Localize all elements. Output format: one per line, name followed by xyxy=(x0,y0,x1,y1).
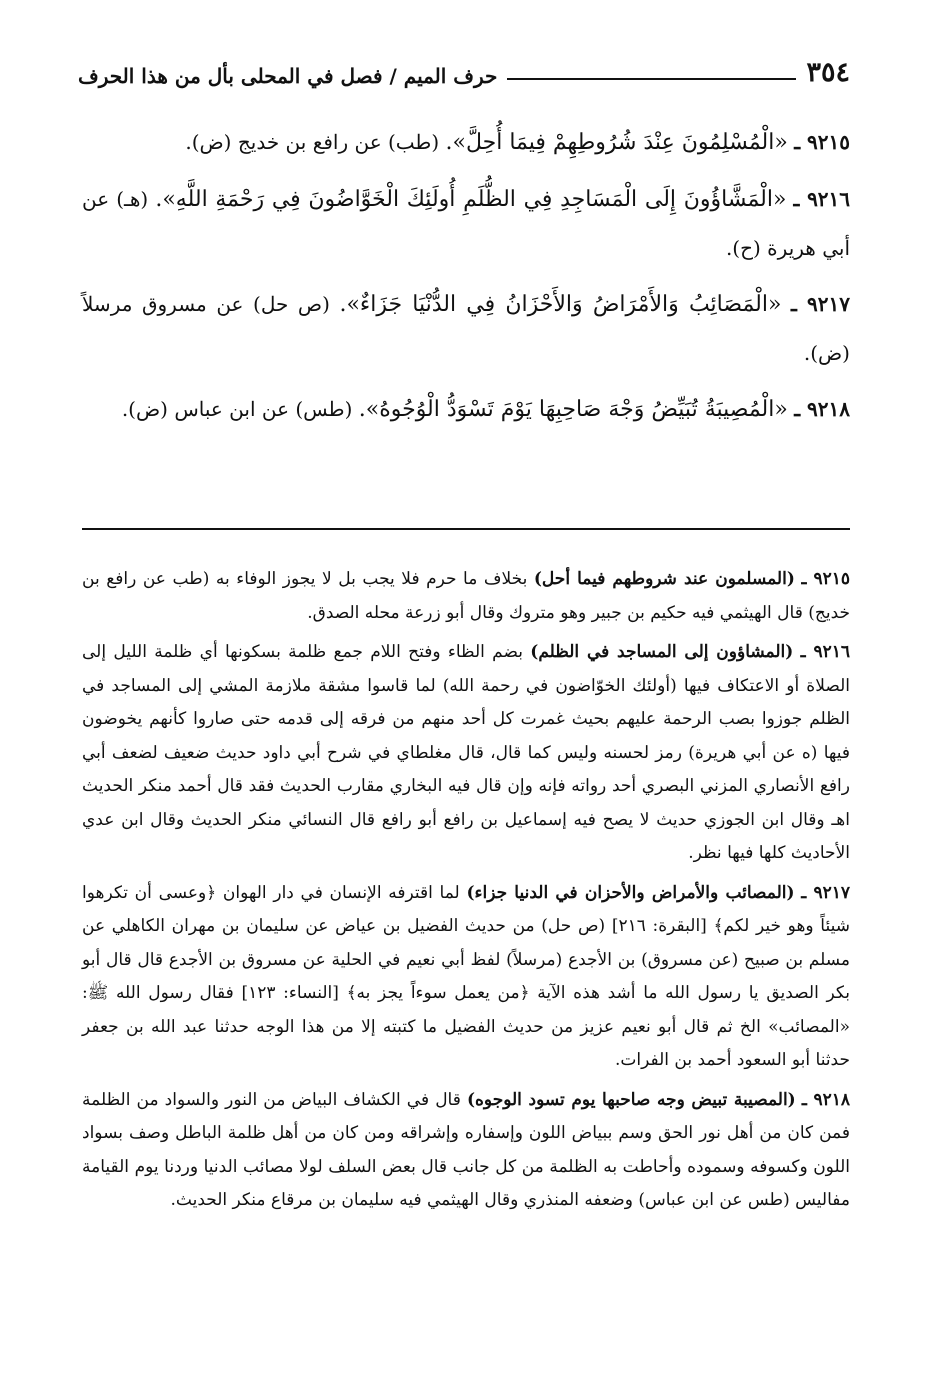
commentary-paragraph xyxy=(82,877,850,1078)
commentary-lead: (المسلمون عند شروطهم فيما أحل) xyxy=(533,569,795,589)
running-title: حرف الميم / فصل في المحلى بأل من هذا الحرف xyxy=(78,64,498,88)
page-number: ٣٥٤ xyxy=(806,57,850,88)
commentary-lead: (المصائب والأمراض والأحزان في الدنيا جزاء) xyxy=(466,882,795,903)
hadith-entry xyxy=(82,118,850,167)
commentary-lead: (المشاؤون إلى المساجد في الظلم) xyxy=(530,642,794,662)
commentary-number: ٩٢١٥ ـ xyxy=(801,569,850,589)
hadith-text: «الْمُصِيبَةُ تُبَيِّضُ وَجْهَ صَاحِبِهَا يَوْمَ تَسْوَدُّ الْوُجُوهُ». xyxy=(358,397,788,422)
commentary-number: ٩٢١٦ ـ xyxy=(800,642,850,662)
commentary-text: بخلاف ما حرم فلا يجب بل لا يجوز الوفاء به (طب عن رافع بن خديج) قال الهيثمي فيه حكيم بن جبير وهو متروك وقال أبو زرعة محله الصدق. xyxy=(82,569,850,623)
hadith-source: (ص حل) عن مسروق مرسلاً (ض). xyxy=(82,292,850,365)
commentary-text: بضم الظاء وفتح اللام جمع ظلمة بسكونها أي ظلمة الليل إلى الصلاة أو الاعتكاف فيها (أولئك الخوّاضون في رحمة الله) لما قاسوا مشقة ملازمة المشي إلى المساجد في الظلم جوزوا بصب الرحمة عليهم بحيث غمرت كل أحد منهم من فرقه إلى قدمه حتى صاروا كأنهم يخوضون فيها (ه عن أبي هريرة) رمز لحسنه وليس كما قال، قال مغلطاي في شرح أبي داود حديث ضعيف لضعف أبي رافع الأنصاري المزني البصري أحد رواته فإنه وإن قال فيه البخاري مقارب الحديث فقد قال أحمد منكر الحديث اهـ وقال ابن الجوزي حديث لا يصح فيه إسماعيل بن رافع أبو رافع قال النسائي منكر الحديث وقال ابن عدي الأحاديث كلها فيها نظر. xyxy=(82,642,850,863)
commentary-paragraph xyxy=(82,1084,850,1218)
commentary-section xyxy=(82,563,850,1224)
commentary-paragraph xyxy=(82,563,850,630)
page-header xyxy=(78,52,850,88)
header-rule xyxy=(507,78,796,80)
commentary-text: لما اقترفه الإنسان في دار الهوان ﴿وعسى أن تكرهوا شيئاً وهو خير لكم﴾ [البقرة: ٢١٦] (ص حل) من حديث الفضيل بن عياض عن سليمان بن مهران الكاهلي عن مسلم بن صبيح (عن مسروق) بن الأجدع (مرسلاً) لفظ أبي نعيم في الحلية عن مسروق بن الأجدع قال قال أبو بكر الصديق يا رسول الله ما أشد هذه الآية ﴿من يعمل سوءاً يجز به﴾ [النساء: ١٢٣] فقال رسول الله ﷺ: «المصائب» الخ ثم قال أبو نعيم عزيز من حديث الفضيل ما كتبته إلا من هذا الوجه حدثنا عبد الله بن جعفر حدثنا أبو السعود أحمد بن الفرات. xyxy=(82,882,850,1070)
hadith-entry xyxy=(82,385,850,434)
footnote-divider xyxy=(82,528,850,530)
hadith-number: ٩٢١٨ ـ xyxy=(794,397,850,421)
hadith-number: ٩٢١٦ ـ xyxy=(793,187,851,211)
hadith-number: ٩٢١٥ ـ xyxy=(794,130,850,154)
hadith-number: ٩٢١٧ ـ xyxy=(791,292,851,316)
hadith-source: (طس) عن ابن عباس (ض). xyxy=(121,397,353,421)
hadith-text: «الْمَصَائِبُ وَالأَمْرَاضُ وَالأَحْزَانُ فِي الدُّنْيَا جَزَاءٌ». xyxy=(339,292,782,317)
commentary-lead: (المصيبة تبيض وجه صاحبها يوم تسود الوجوه) xyxy=(466,1089,796,1110)
hadith-text: «الْمُسْلِمُونَ عِنْدَ شُرُوطِهِمْ فِيمَا أُحِلَّ». xyxy=(445,130,788,155)
hadith-source: (هـ) عن أبي هريرة (ح). xyxy=(82,187,850,260)
hadith-entry xyxy=(82,280,850,377)
commentary-number: ٩٢١٧ ـ xyxy=(801,882,850,903)
hadith-list xyxy=(82,118,850,442)
commentary-paragraph xyxy=(82,636,850,871)
hadith-source: (طب) عن رافع بن خديج (ض). xyxy=(185,130,440,154)
hadith-entry xyxy=(82,175,850,272)
commentary-number: ٩٢١٨ ـ xyxy=(801,1089,850,1110)
commentary-text: قال في الكشاف البياض من النور والسواد من الظلمة فمن كان من أهل نور الحق وسم ببياض اللون وإسفاره وإشراقه ومن كان من أهل ظلمة الباطل وصف بسواد اللون وكسوفه وسموده وأحاطت به الظلمة من كل جانب قال بعض السلف لولا مصائب الدنيا وردنا يوم القيامة مفاليس (طس عن ابن عباس) وضعفه المنذري وقال الهيثمي فيه سليمان بن مرقاع منكر الحديث. xyxy=(82,1089,850,1210)
hadith-text: «الْمَشَّاؤُونَ إِلَى الْمَسَاجِدِ فِي الظُّلَمِ أُولَئِكَ الْخَوَّاضُونَ فِي رَحْمَةِ اللَّهِ». xyxy=(155,187,787,212)
